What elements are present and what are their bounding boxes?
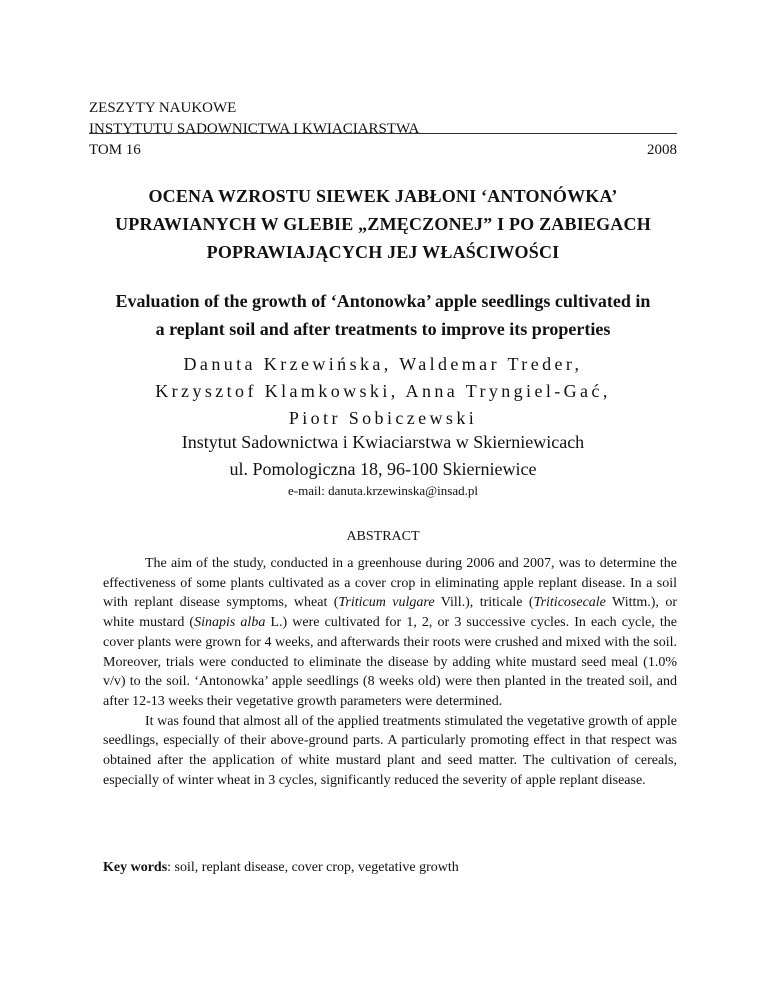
institute-address: ul. Pomologiczna 18, 96-100 Skierniewice [229, 459, 537, 479]
institute-name: Instytut Sadownictwa i Kwiaciarstwa w Skierniewicach [181, 432, 585, 452]
abstract-text: L.) were cultivated for 1, 2, or 3 successive cycles. In each cycle, the cover plants were grown for 4 weeks, and afterwards their roots were crushed and mixed with the soil. Moreover, trials were conducted to eliminate the disease by adding white mustard seed meal (1.0% v/v) to the soil. ‘Antonowka’ apple seedlings (8 weeks old) were then planted in the treated soil, and after 12-13 weeks their vegetative growth parameters were determined. [103, 615, 677, 709]
abstract-paragraph-1 [103, 554, 677, 712]
title-english [89, 287, 677, 343]
journal-name-line2: INSTYTUTU SADOWNICTWA I KWIACIARSTWA [89, 121, 420, 137]
authors-line1: Danuta Krzewińska, Waldemar Treder, [183, 354, 583, 374]
author-list [89, 351, 677, 432]
authors-line3: Piotr Sobiczewski [288, 408, 478, 428]
abstract-body [103, 554, 677, 790]
title-english-line2: a replant soil and after treatments to improve its properties [155, 319, 611, 339]
authors-line2: Krzysztof Klamkowski, Anna Tryngiel-Gać, [155, 381, 611, 401]
title-polish-line3: POPRAWIAJĄCYCH JEJ WŁAŚCIWOŚCI [206, 242, 560, 262]
journal-volume: TOM 16 [89, 142, 141, 158]
abstract-paragraph-2: It was found that almost all of the applied treatments stimulated the vegetative growth of apple seedlings, especially of their above-ground parts. A particularly promoting effect in that respect was obtained after the application of white mustard plant and seed matter. The cultivation of cereals, especially of winter wheat in 3 cycles, significantly reduced the severity of apple replant disease. [103, 713, 677, 788]
abstract-text: Vill.), triticale ( [434, 595, 534, 611]
title-polish [89, 182, 677, 266]
contact-email: e-mail: danuta.krzewinska@insad.pl [288, 483, 478, 498]
species-name: Sinapis alba [194, 615, 266, 631]
journal-name-line1: ZESZYTY NAUKOWE [89, 100, 237, 116]
abstract-text: Wittm.), or white mustard ( [103, 595, 678, 631]
keywords-text: : soil, replant disease, cover crop, vegetative growth [167, 860, 459, 875]
journal-header [89, 98, 677, 161]
abstract-text: The aim of the study, conducted in a greenhouse during 2006 and 2007, was to determine the effectiveness of some plants cultivated as a cover crop in eliminating apple replant disease. In a soil with replant disease symptoms, wheat ( [103, 556, 677, 611]
abstract-heading: ABSTRACT [346, 529, 420, 544]
affiliation [89, 429, 677, 483]
header-divider [89, 133, 677, 134]
species-name: Triticum vulgare [338, 595, 435, 611]
title-polish-line2: UPRAWIANYCH W GLEBIE „ZMĘCZONEJ” I PO ZABIEGACH [115, 214, 651, 234]
title-polish-line1: OCENA WZROSTU SIEWEK JABŁONI ‘ANTONÓWKA’ [148, 186, 618, 206]
title-english-line1: Evaluation of the growth of ‘Antonowka’ apple seedlings cultivated in [115, 291, 651, 311]
species-name: Triticosecale [533, 595, 606, 611]
journal-year: 2008 [647, 142, 677, 158]
keywords-label: Key words [103, 860, 168, 875]
keywords [103, 858, 677, 877]
